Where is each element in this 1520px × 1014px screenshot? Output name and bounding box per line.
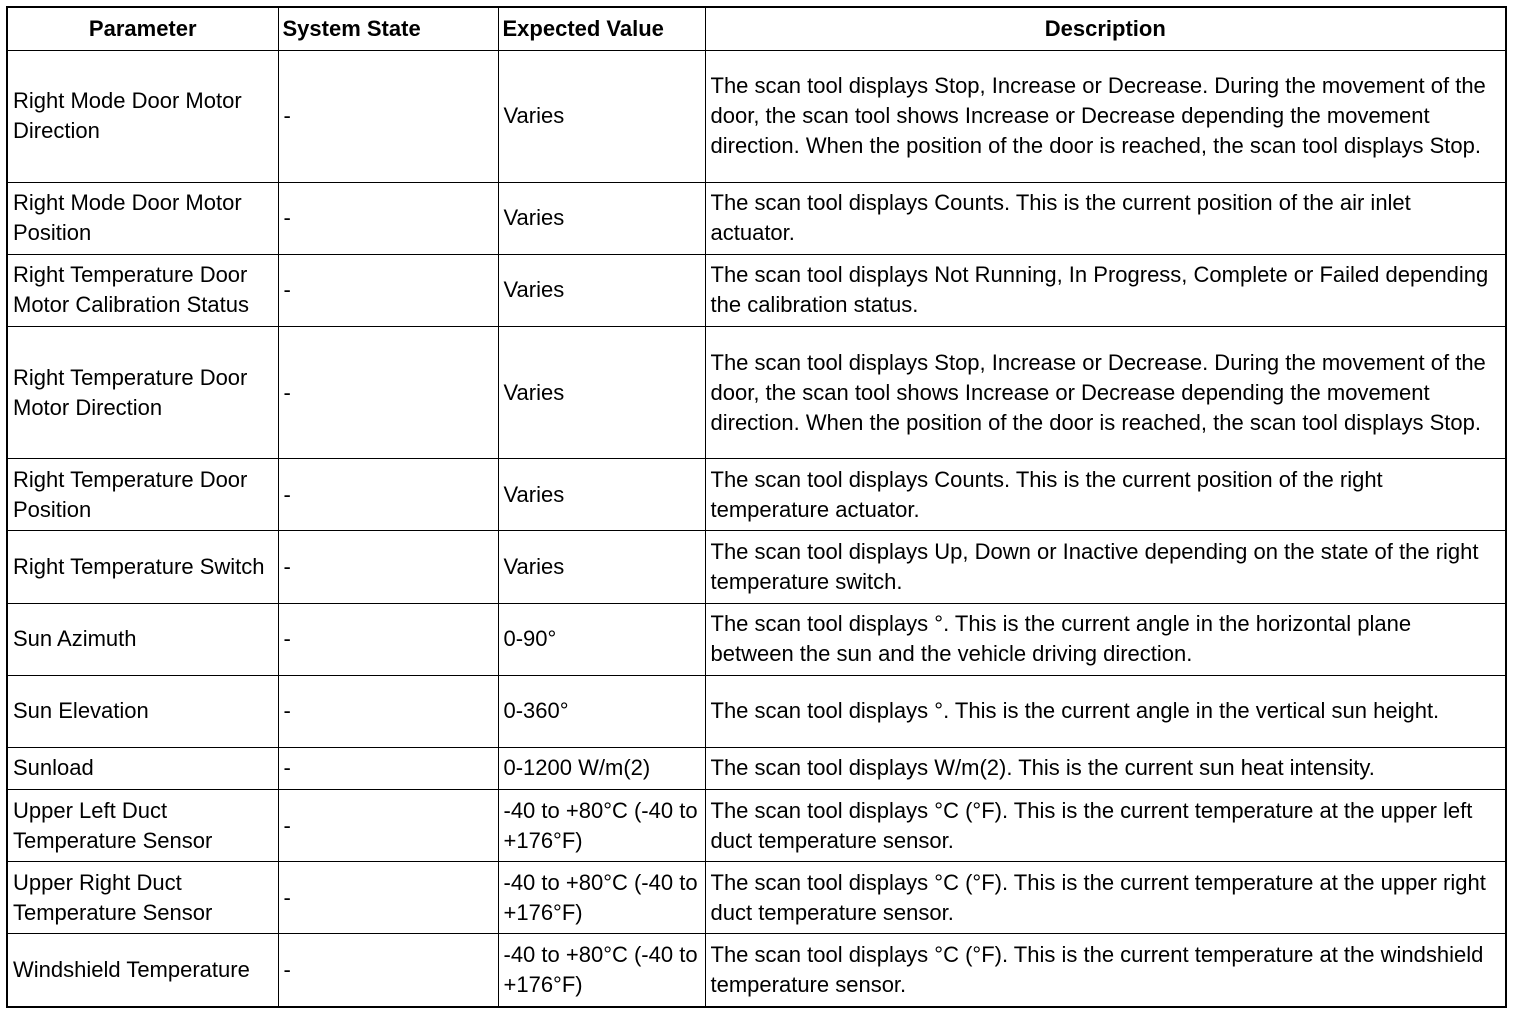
parameter-table-frame [6,6,1507,1008]
cell-description: The scan tool displays Counts. This is the current position of the air inlet actuator. [705,182,1505,254]
cell-parameter: Upper Left Duct Temperature Sensor [8,789,278,861]
cell-expected-value: Varies [498,50,705,182]
cell-parameter: Right Temperature Switch [8,531,278,603]
table-row [8,531,1505,603]
cell-parameter: Sun Azimuth [8,603,278,675]
cell-expected-value: Varies [498,459,705,531]
cell-parameter: Windshield Temperature [8,934,278,1006]
cell-parameter: Right Mode Door Motor Position [8,182,278,254]
cell-description: The scan tool displays Up, Down or Inactive depending on the state of the right temperature switch. [705,531,1505,603]
table-row [8,327,1505,459]
cell-system-state: - [278,747,498,789]
cell-system-state: - [278,327,498,459]
cell-expected-value: Varies [498,254,705,326]
cell-system-state: - [278,182,498,254]
header-description: Description [705,8,1505,50]
cell-description: The scan tool displays °. This is the current angle in the vertical sun height. [705,675,1505,747]
cell-description: The scan tool displays Stop, Increase or Decrease. During the movement of the door, the scan tool shows Increase or Decrease depending the movement direction. When the position of the door is reached, the scan tool displays Stop. [705,327,1505,459]
cell-description: The scan tool displays Counts. This is the current position of the right temperature actuator. [705,459,1505,531]
cell-description: The scan tool displays °C (°F). This is the current temperature at the upper right duct temperature sensor. [705,862,1505,934]
cell-description: The scan tool displays W/m(2). This is the current sun heat intensity. [705,747,1505,789]
table-row [8,862,1505,934]
cell-expected-value: -40 to +80°C (-40 to +176°F) [498,789,705,861]
cell-expected-value: -40 to +80°C (-40 to +176°F) [498,862,705,934]
cell-system-state: - [278,934,498,1006]
cell-system-state: - [278,789,498,861]
cell-system-state: - [278,459,498,531]
table-row [8,603,1505,675]
cell-expected-value: Varies [498,327,705,459]
cell-system-state: - [278,254,498,326]
cell-expected-value: 0-360° [498,675,705,747]
table-header-row [8,8,1505,50]
cell-system-state: - [278,675,498,747]
cell-expected-value: Varies [498,531,705,603]
cell-description: The scan tool displays Not Running, In Progress, Complete or Failed depending the calibration status. [705,254,1505,326]
cell-parameter: Right Mode Door Motor Direction [8,50,278,182]
table-row [8,50,1505,182]
cell-expected-value: Varies [498,182,705,254]
cell-expected-value: -40 to +80°C (-40 to +176°F) [498,934,705,1006]
table-row [8,747,1505,789]
table-row [8,789,1505,861]
cell-parameter: Sun Elevation [8,675,278,747]
cell-parameter: Right Temperature Door Motor Direction [8,327,278,459]
cell-description: The scan tool displays Stop, Increase or Decrease. During the movement of the door, the scan tool shows Increase or Decrease depending the movement direction. When the position of the door is reached, the scan tool displays Stop. [705,50,1505,182]
table-row [8,675,1505,747]
cell-system-state: - [278,603,498,675]
cell-expected-value: 0-1200 W/m(2) [498,747,705,789]
table-row [8,254,1505,326]
cell-parameter: Right Temperature Door Motor Calibration Status [8,254,278,326]
cell-system-state: - [278,531,498,603]
cell-description: The scan tool displays °C (°F). This is the current temperature at the upper left duct temperature sensor. [705,789,1505,861]
parameter-table [8,8,1505,1006]
header-system-state: System State [278,8,498,50]
cell-system-state: - [278,862,498,934]
cell-description: The scan tool displays °. This is the current angle in the horizontal plane between the sun and the vehicle driving direction. [705,603,1505,675]
cell-parameter: Sunload [8,747,278,789]
cell-description: The scan tool displays °C (°F). This is the current temperature at the windshield temperature sensor. [705,934,1505,1006]
cell-parameter: Right Temperature Door Position [8,459,278,531]
cell-expected-value: 0-90° [498,603,705,675]
header-parameter: Parameter [8,8,278,50]
cell-parameter: Upper Right Duct Temperature Sensor [8,862,278,934]
table-row [8,934,1505,1006]
cell-system-state: - [278,50,498,182]
header-expected-value: Expected Value [498,8,705,50]
table-row [8,182,1505,254]
table-row [8,459,1505,531]
